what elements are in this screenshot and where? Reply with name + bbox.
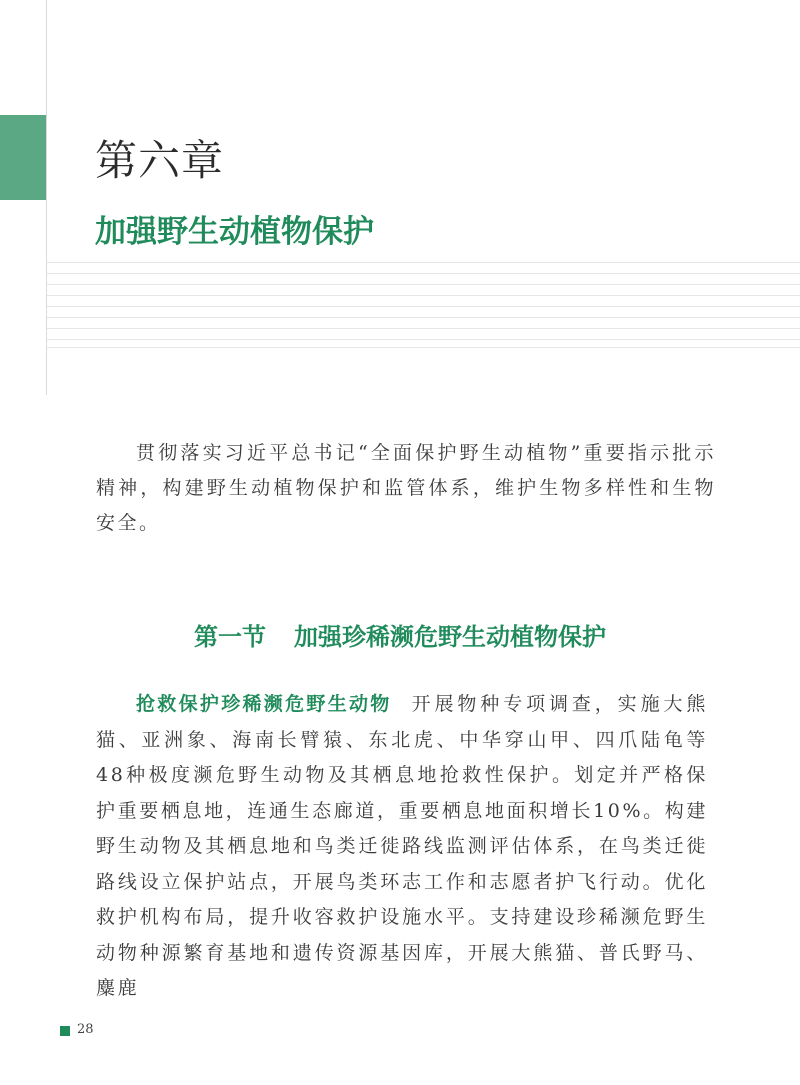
chapter-number: 第六章 <box>95 136 225 185</box>
page-number: 28 <box>77 1022 94 1037</box>
chapter-intro: 贯彻落实习近平总书记“全面保护野生动植物”重要指示批示精神，构建野生动植物保护和监管体系，维护生物多样性和生物安全。 <box>96 442 716 534</box>
paragraph-lead: 抢救保护珍稀濒危野生动物 <box>136 693 392 715</box>
chapter-tab-marker <box>0 115 46 200</box>
body-paragraph <box>96 687 708 1007</box>
section-heading <box>0 617 800 652</box>
paragraph-text: 开展物种专项调查，实施大熊猫、亚洲象、海南长臂猿、东北虎、中华穿山甲、四爪陆龟等48种极度濒危野生动物及其栖息地抢救性保护。划定并严格保护重要栖息地，连通生态廊道，重要栖息地面积增长10%。构建野生动物及其栖息地和鸟类迁徙路线监测评估体系，在鸟类迁徙路线设立保护站点，开展鸟类环志工作和志愿者护飞行动。优化救护机构布局，提升收容救护设施水平。支持建设珍稀濒危野生动物种源繁育基地和遗传资源基因库，开展大熊猫、普氏野马、麋鹿 <box>96 693 708 999</box>
section-title: 加强珍稀濒危野生动植物保护 <box>294 623 606 651</box>
section-number: 第一节 <box>194 623 266 651</box>
page-number-marker <box>60 1026 70 1036</box>
chapter-title: 加强野生动植物保护 <box>95 214 374 250</box>
decorative-rules <box>47 262 800 348</box>
